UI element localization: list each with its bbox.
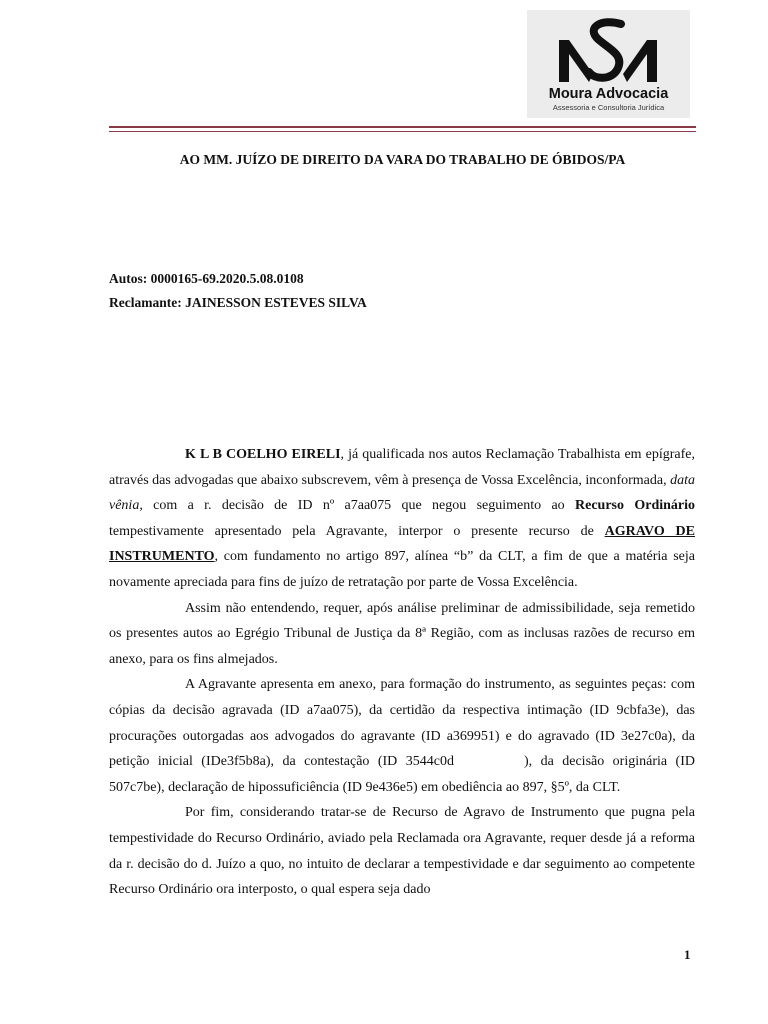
latin-term: data vênia	[109, 472, 695, 514]
case-number-value: 0000165-69.2020.5.08.0108	[150, 271, 304, 286]
claimant-label: Reclamante:	[109, 295, 182, 310]
firm-logo	[527, 10, 690, 118]
appeal-name: Recurso Ordinário	[575, 498, 696, 514]
claimant-value: JAINESSON ESTEVES SILVA	[185, 295, 367, 310]
petition-body	[109, 442, 695, 903]
paragraph-conclusion: Por fim, considerando tratar-se de Recurso de Agravo de Instrumento que pugna pela tempestividade do Recurso Ordinário, aviado pela Reclamada ora Agravante, requer desde já a reforma da r. decisão do d. Juízo a quo, no intuito de declarar a tempestividade e dar seguimento ao competente Recurso Ordinário ora interposto, o qual espera seja dado	[109, 805, 695, 898]
firm-monogram-icon	[555, 18, 661, 84]
paragraph-intro: K L B COELHO EIRELI, já qualificada nos autos Reclamação Trabalhista em epígrafe, através das advogadas que abaixo subscrevem, vêm à presença de Vossa Excelência, inconformada, data vênia, com a r. decisão de ID nº a7aa075 que negou seguimento ao Recurso Ordinário tempestivamente apresentado pela Agravante, interpor o presente recurso de AGRAVO DE INSTRUMENTO, com fundamento no artigo 897, alínea “b” da CLT, a fim de que a matéria seja novamente apreciada para fins de juízo de retratação por parte de Vossa Excelência.	[109, 447, 696, 590]
claimant	[109, 295, 367, 311]
paragraph-request: Assim não entendendo, requer, após análise preliminar de admissibilidade, seja remetido os presentes autos ao Egrégio Tribunal de Justiça da 8ª Região, com as inclusas razões de recurso em anexo, para os fins almejados.	[109, 600, 695, 667]
header-rule-bottom	[109, 131, 696, 132]
firm-tagline: Assessoria e Consultoria Jurídica	[552, 103, 665, 112]
court-heading: AO MM. JUÍZO DE DIREITO DA VARA DO TRABALHO DE ÓBIDOS/PA	[179, 152, 626, 167]
header-rule-top	[109, 126, 696, 128]
page-number: 1	[684, 947, 691, 962]
case-number	[109, 271, 304, 287]
case-number-label: Autos:	[109, 271, 148, 286]
firm-name: Moura Advocacia	[548, 86, 669, 102]
paragraph-attachments: A Agravante apresenta em anexo, para formação do instrumento, as seguintes peças: com cópias da decisão agravada (ID a7aa075), da certidão da respectiva intimação (ID 9cbfa3e), das procurações outorgadas aos advogados do agravante (ID a369951) e do agravado (ID 3e27c0a), da petição inicial (IDe3f5b8a), da contestação (ID 3544c0d ), da decisão originária (ID 507c7be), declaração de hipossuficiência (ID 9e436e5) em obediência ao 897, §5º, da CLT.	[109, 677, 695, 795]
party-name: K L B COELHO EIRELI	[185, 447, 341, 462]
instrument-title: AGRAVO DE INSTRUMENTO	[109, 523, 695, 565]
